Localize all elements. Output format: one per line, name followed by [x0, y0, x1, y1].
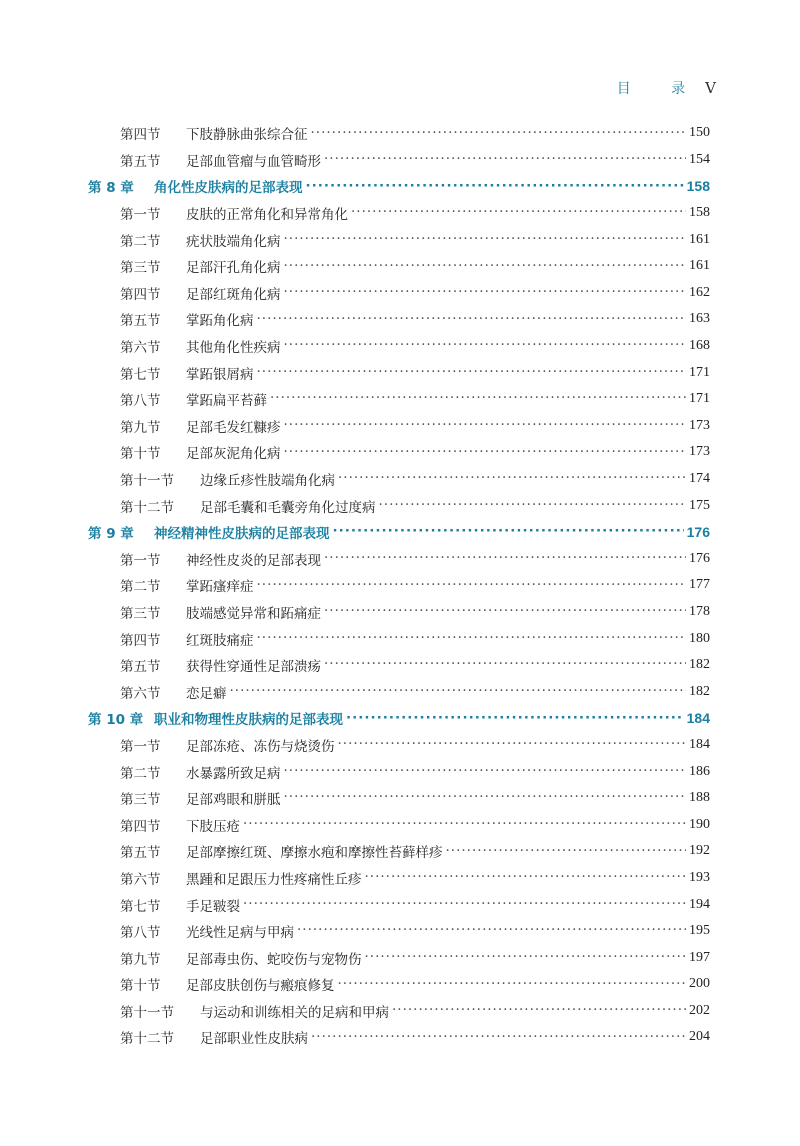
toc-entry-page: 171: [689, 391, 710, 407]
toc-section-entry: [88, 599, 710, 626]
toc-entry-number: 第九节: [120, 951, 161, 968]
toc-entry-number: 第三节: [120, 792, 161, 809]
toc-chapter-entry: [88, 173, 710, 200]
toc-entry-page: 180: [689, 630, 710, 646]
toc-entry-title: 足部血管瘤与血管畸形: [186, 153, 321, 170]
toc-section-entry: [88, 625, 710, 652]
toc-section-entry: [88, 413, 710, 440]
toc-entry-title: 足部毛发红糠疹: [186, 419, 281, 436]
toc-entry-number: 第 10 章: [88, 712, 144, 729]
toc-entry-title: 掌跖角化病: [186, 313, 254, 330]
toc-entry-title: 皮肤的正常角化和异常角化: [186, 207, 348, 224]
toc-section-entry: [88, 572, 710, 599]
toc-section-entry: [88, 838, 710, 865]
dot-leader: [243, 818, 686, 832]
toc-entry-page: 186: [689, 763, 710, 779]
toc-entry-page: 193: [689, 869, 710, 885]
toc-entry-number: 第 9 章: [88, 526, 134, 543]
toc-entry-number: 第一节: [120, 738, 161, 755]
toc-entry-page: 177: [689, 577, 710, 593]
dot-leader: [333, 525, 684, 539]
dot-leader: [324, 153, 686, 167]
dot-leader: [338, 738, 687, 752]
running-header: [617, 78, 716, 98]
toc-section-entry: [88, 466, 710, 493]
toc-entry-title: 足部职业性皮肤病: [200, 1031, 308, 1048]
toc-entry-number: 第十节: [120, 978, 161, 995]
dot-leader: [284, 286, 687, 300]
toc-entry-page: 158: [686, 178, 710, 195]
toc-chapter-entry: [88, 705, 710, 732]
dot-leader: [284, 765, 687, 779]
dot-leader: [284, 260, 687, 274]
toc-section-entry: [88, 758, 710, 785]
dot-leader: [324, 605, 686, 619]
toc-section-entry: [88, 253, 710, 280]
toc-entry-page: 171: [689, 364, 710, 380]
toc-section-entry: [88, 492, 710, 519]
toc-entry-title: 足部灰泥角化病: [186, 446, 281, 463]
toc-entry-title: 掌跖银屑病: [186, 366, 254, 383]
toc-entry-title: 疣状肢端角化病: [186, 233, 281, 250]
toc-section-entry: [88, 652, 710, 679]
toc-section-entry: [88, 333, 710, 360]
toc-entry-title: 其他角化性疾病: [186, 340, 281, 357]
dot-leader: [311, 127, 687, 141]
toc-entry-title: 足部摩擦红斑、摩擦水疱和摩擦性苔藓样疹: [186, 845, 443, 862]
toc-entry-number: 第七节: [120, 366, 161, 383]
toc-entry-number: 第八节: [120, 393, 161, 410]
toc-entry-number: 第十二节: [120, 1031, 174, 1048]
toc-section-entry: [88, 120, 710, 147]
dot-leader: [257, 366, 687, 380]
header-title: 目 录: [616, 81, 704, 97]
dot-leader: [257, 579, 687, 593]
toc-entry-page: 150: [689, 125, 710, 141]
toc-entry-page: 184: [689, 736, 710, 752]
toc-entry-title: 足部红斑角化病: [186, 286, 281, 303]
toc-entry-title: 与运动和训练相关的足病和甲病: [200, 1004, 389, 1021]
toc-entry-page: 184: [686, 710, 710, 727]
toc-entry-title: 边缘丘疹性肢端角化病: [200, 473, 335, 490]
toc-entry-page: 194: [689, 896, 710, 912]
toc-entry-title: 神经性皮炎的足部表现: [186, 552, 321, 569]
toc-entry-page: 161: [689, 258, 710, 274]
toc-entry-title: 角化性皮肤病的足部表现: [154, 180, 303, 197]
toc-section-entry: [88, 200, 710, 227]
toc-section-entry: [88, 439, 710, 466]
toc-entry-number: 第四节: [120, 286, 161, 303]
dot-leader: [324, 552, 686, 566]
toc-entry-page: 182: [689, 683, 710, 699]
toc-entry-title: 掌跖扁平苔藓: [186, 393, 267, 410]
toc-entry-number: 第十节: [120, 446, 161, 463]
toc-entry-number: 第三节: [120, 605, 161, 622]
dot-leader: [338, 978, 687, 992]
toc-entry-page: 192: [689, 843, 710, 859]
dot-leader: [284, 339, 687, 353]
toc-entry-title: 肢端感觉异常和跖痛症: [186, 605, 321, 622]
toc-section-entry: [88, 359, 710, 386]
toc-section-entry: [88, 147, 710, 174]
toc-entry-page: 176: [686, 524, 710, 541]
toc-entry-number: 第五节: [120, 845, 161, 862]
dot-leader: [270, 392, 686, 406]
toc-section-entry: [88, 785, 710, 812]
toc-entry-number: 第九节: [120, 419, 161, 436]
toc-entry-number: 第一节: [120, 552, 161, 569]
toc-entry-page: 154: [689, 151, 710, 167]
toc-entry-page: 161: [689, 231, 710, 247]
dot-leader: [346, 712, 684, 726]
toc-entry-page: 197: [689, 949, 710, 965]
header-page-number: V: [705, 79, 716, 97]
toc-section-entry: [88, 971, 710, 998]
toc-entry-number: 第十一节: [120, 1004, 174, 1021]
toc-entry-page: 173: [689, 444, 710, 460]
toc-entry-page: 190: [689, 816, 710, 832]
toc-section-entry: [88, 306, 710, 333]
dot-leader: [284, 419, 687, 433]
toc-entry-number: 第五节: [120, 313, 161, 330]
toc-entry-number: 第十一节: [120, 473, 174, 490]
toc-section-entry: [88, 811, 710, 838]
toc-entry-number: 第三节: [120, 260, 161, 277]
toc-entry-page: 202: [689, 1002, 710, 1018]
toc-entry-number: 第七节: [120, 898, 161, 915]
toc-entry-title: 获得性穿通性足部溃疡: [186, 659, 321, 676]
toc-entry-number: 第八节: [120, 925, 161, 942]
dot-leader: [311, 1031, 686, 1045]
toc-entry-title: 足部毛囊和毛囊旁角化过度病: [200, 499, 376, 516]
toc-entry-title: 黑踵和足跟压力性疼痛性丘疹: [186, 871, 362, 888]
toc-entry-number: 第四节: [120, 818, 161, 835]
toc-entry-page: 178: [689, 603, 710, 619]
toc-entry-page: 162: [689, 284, 710, 300]
dot-leader: [257, 632, 687, 646]
toc-entry-title: 恋足癖: [186, 685, 227, 702]
toc-entry-number: 第二节: [120, 765, 161, 782]
toc-entry-title: 下肢静脉曲张综合征: [186, 127, 308, 144]
toc-entry-number: 第四节: [120, 127, 161, 144]
toc-section-entry: [88, 678, 710, 705]
toc-section-entry: [88, 280, 710, 307]
toc-section-entry: [88, 998, 710, 1025]
dot-leader: [284, 791, 687, 805]
toc-section-entry: [88, 226, 710, 253]
dot-leader: [243, 898, 686, 912]
toc-section-entry: [88, 891, 710, 918]
toc-entry-page: 158: [689, 205, 710, 221]
dot-leader: [324, 658, 686, 672]
dot-leader: [392, 1004, 686, 1018]
toc-section-entry: [88, 944, 710, 971]
toc-entry-title: 掌跖瘙痒症: [186, 579, 254, 596]
toc-entry-page: 168: [689, 338, 710, 354]
toc-section-entry: [88, 386, 710, 413]
toc-entry-title: 水暴露所致足病: [186, 765, 281, 782]
toc-section-entry: [88, 546, 710, 573]
toc-entry-page: 174: [689, 471, 710, 487]
toc-entry-number: 第六节: [120, 685, 161, 702]
toc-entry-title: 下肢压疮: [186, 818, 240, 835]
toc-entry-number: 第十二节: [120, 499, 174, 516]
toc-entry-number: 第五节: [120, 659, 161, 676]
toc-entry-page: 176: [689, 550, 710, 566]
dot-leader: [379, 499, 687, 513]
toc-entry-title: 光线性足病与甲病: [186, 925, 294, 942]
toc-entry-page: 195: [689, 923, 710, 939]
toc-entry-page: 204: [689, 1029, 710, 1045]
dot-leader: [306, 180, 684, 194]
dot-leader: [230, 685, 687, 699]
toc-section-entry: [88, 918, 710, 945]
dot-leader: [284, 446, 687, 460]
toc-entry-page: 173: [689, 417, 710, 433]
toc-entry-page: 182: [689, 657, 710, 673]
toc-entry-number: 第四节: [120, 632, 161, 649]
dot-leader: [351, 206, 686, 220]
toc-entry-title: 足部冻疮、冻伤与烧烫伤: [186, 738, 335, 755]
dot-leader: [365, 951, 687, 965]
toc-section-entry: [88, 865, 710, 892]
dot-leader: [338, 472, 686, 486]
toc-entry-title: 手足皲裂: [186, 898, 240, 915]
toc-chapter-entry: [88, 519, 710, 546]
toc-section-entry: [88, 1024, 710, 1051]
toc-entry-title: 足部汗孔角化病: [186, 260, 281, 277]
toc-entry-page: 200: [689, 976, 710, 992]
dot-leader: [365, 871, 687, 885]
toc-entry-page: 163: [689, 311, 710, 327]
toc-entry-title: 足部毒虫伤、蛇咬伤与宠物伤: [186, 951, 362, 968]
toc-entry-number: 第二节: [120, 579, 161, 596]
toc-entry-number: 第六节: [120, 871, 161, 888]
dot-leader: [257, 313, 687, 327]
toc-entry-number: 第二节: [120, 233, 161, 250]
toc-entry-title: 红斑肢痛症: [186, 632, 254, 649]
toc-entry-title: 足部皮肤创伤与瘢痕修复: [186, 978, 335, 995]
toc-entry-title: 神经精神性皮肤病的足部表现: [154, 526, 330, 543]
toc-section-entry: [88, 732, 710, 759]
toc-entry-number: 第六节: [120, 340, 161, 357]
table-of-contents: [88, 120, 710, 1051]
toc-entry-number: 第五节: [120, 153, 161, 170]
toc-entry-page: 188: [689, 790, 710, 806]
toc-entry-number: 第一节: [120, 207, 161, 224]
toc-entry-number: 第 8 章: [88, 180, 134, 197]
dot-leader: [284, 233, 687, 247]
toc-entry-title: 足部鸡眼和胼胝: [186, 792, 281, 809]
toc-entry-page: 175: [689, 497, 710, 513]
dot-leader: [297, 924, 686, 938]
toc-entry-title: 职业和物理性皮肤病的足部表现: [154, 712, 343, 729]
dot-leader: [446, 845, 687, 859]
